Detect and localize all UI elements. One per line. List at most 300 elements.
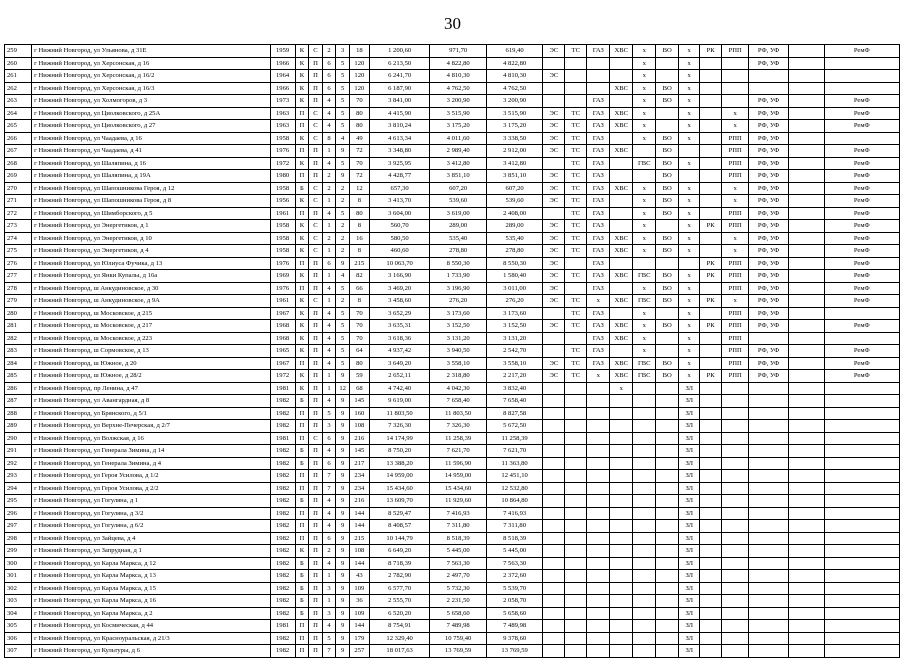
table-cell: П: [309, 70, 323, 83]
table-row: [5, 195, 900, 208]
table-cell: [610, 257, 633, 270]
table-cell: 12 329,40: [369, 632, 430, 645]
row-index-cell: 293: [5, 470, 32, 483]
table-cell: РемФ: [824, 170, 899, 183]
table-cell: РФ, УФ: [749, 182, 789, 195]
table-cell: 1982: [270, 507, 295, 520]
table-cell: [789, 395, 825, 408]
table-cell: [587, 420, 610, 433]
address-cell: г Нижний Новгород, ш Анкудиновское, д 9А: [32, 295, 270, 308]
table-cell: ВО: [656, 95, 679, 108]
address-cell: г Нижний Новгород, ул Карла Маркса, д 15: [32, 582, 270, 595]
table-cell: х: [679, 270, 700, 283]
table-cell: [610, 532, 633, 545]
table-cell: [722, 595, 749, 608]
table-cell: [610, 282, 633, 295]
table-cell: 2 497,70: [430, 570, 486, 583]
table-cell: ЗЛ: [679, 382, 700, 395]
table-cell: 4 428,77: [369, 170, 430, 183]
table-cell: 80: [349, 120, 369, 133]
table-cell: РФ, УФ: [749, 282, 789, 295]
row-index-cell: 259: [5, 45, 32, 58]
table-cell: [789, 57, 825, 70]
table-cell: 7 489,98: [486, 620, 542, 633]
table-cell: [633, 445, 656, 458]
table-cell: [587, 632, 610, 645]
address-cell: г Нижний Новгород, ш Южное, д 20: [32, 357, 270, 370]
table-cell: [543, 157, 565, 170]
table-cell: [722, 632, 749, 645]
table-cell: [824, 620, 899, 633]
table-cell: [749, 482, 789, 495]
table-cell: [789, 645, 825, 658]
table-cell: [722, 432, 749, 445]
table-cell: 1982: [270, 595, 295, 608]
table-cell: [565, 457, 587, 470]
table-cell: 80: [349, 107, 369, 120]
table-cell: [633, 470, 656, 483]
table-cell: ТС: [565, 295, 587, 308]
table-cell: ВО: [656, 132, 679, 145]
table-cell: х: [679, 132, 700, 145]
table-cell: 5 658,60: [486, 607, 542, 620]
table-cell: П: [309, 407, 323, 420]
table-cell: 5: [336, 357, 350, 370]
table-row: [5, 520, 900, 533]
table-cell: РК: [700, 257, 722, 270]
table-cell: П: [309, 582, 323, 595]
table-cell: [633, 495, 656, 508]
table-cell: 5 732,30: [430, 582, 486, 595]
table-row: [5, 570, 900, 583]
table-cell: [543, 545, 565, 558]
table-cell: ТС: [565, 345, 587, 358]
table-cell: РемФ: [824, 370, 899, 383]
table-cell: 3 131,20: [486, 332, 542, 345]
table-cell: 2 542,70: [486, 345, 542, 358]
address-cell: г Нижний Новгород, ул Ульянова, д 31Е: [32, 45, 270, 58]
table-cell: х: [722, 245, 749, 258]
table-cell: ЭС: [543, 320, 565, 333]
table-cell: [824, 607, 899, 620]
table-cell: ХВС: [610, 295, 633, 308]
row-index-cell: 279: [5, 295, 32, 308]
table-row: [5, 557, 900, 570]
table-cell: П: [295, 520, 309, 533]
table-cell: [824, 520, 899, 533]
table-cell: 1982: [270, 582, 295, 595]
table-cell: 9: [336, 407, 350, 420]
table-cell: 1968: [270, 320, 295, 333]
table-cell: 2 555,70: [369, 595, 430, 608]
table-cell: 4: [322, 557, 336, 570]
table-cell: [749, 457, 789, 470]
table-cell: 14 174,99: [369, 432, 430, 445]
table-cell: х: [633, 82, 656, 95]
table-cell: ГАЗ: [587, 132, 610, 145]
table-cell: 1981: [270, 620, 295, 633]
table-row: [5, 545, 900, 558]
address-cell: г Нижний Новгород, ул Энергетиков, д 10: [32, 232, 270, 245]
table-cell: 144: [349, 557, 369, 570]
address-cell: г Нижний Новгород, ул Чаадаева, д 16: [32, 132, 270, 145]
table-cell: [824, 595, 899, 608]
table-cell: [824, 432, 899, 445]
table-cell: 1: [322, 270, 336, 283]
table-cell: [543, 407, 565, 420]
table-cell: П: [295, 470, 309, 483]
table-cell: РК: [700, 370, 722, 383]
table-cell: [824, 382, 899, 395]
table-cell: 5: [336, 82, 350, 95]
table-cell: [700, 457, 722, 470]
address-cell: г Нижний Новгород, ул Карла Маркса, д 13: [32, 570, 270, 583]
table-cell: [543, 532, 565, 545]
table-cell: 7 658,40: [486, 395, 542, 408]
table-cell: 4 822,80: [430, 57, 486, 70]
table-cell: [722, 420, 749, 433]
table-cell: х: [633, 332, 656, 345]
table-cell: 8 408,57: [369, 520, 430, 533]
table-cell: [789, 307, 825, 320]
table-cell: [700, 245, 722, 258]
table-cell: ЗЛ: [679, 532, 700, 545]
table-cell: [656, 582, 679, 595]
table-cell: х: [633, 182, 656, 195]
table-cell: 1 580,40: [486, 270, 542, 283]
table-cell: 2: [336, 232, 350, 245]
table-cell: ЗЛ: [679, 470, 700, 483]
table-cell: ВО: [656, 145, 679, 158]
table-cell: 12: [336, 382, 350, 395]
row-index-cell: 286: [5, 382, 32, 395]
table-row: [5, 432, 900, 445]
table-cell: 607,20: [430, 182, 486, 195]
table-cell: ЭС: [543, 232, 565, 245]
table-row: [5, 595, 900, 608]
table-cell: П: [309, 170, 323, 183]
table-cell: [749, 607, 789, 620]
table-cell: [700, 282, 722, 295]
table-cell: П: [309, 357, 323, 370]
table-cell: К: [295, 332, 309, 345]
table-cell: [789, 157, 825, 170]
table-cell: [749, 382, 789, 395]
table-cell: 5 445,00: [430, 545, 486, 558]
table-cell: РемФ: [824, 95, 899, 108]
table-cell: РПП: [722, 132, 749, 145]
table-cell: 4: [322, 95, 336, 108]
table-cell: ЭС: [543, 220, 565, 233]
table-cell: [565, 82, 587, 95]
table-cell: [722, 570, 749, 583]
table-cell: 9: [336, 470, 350, 483]
table-cell: х: [679, 107, 700, 120]
table-cell: 3 515,90: [430, 107, 486, 120]
table-row: [5, 120, 900, 133]
table-cell: [565, 257, 587, 270]
table-cell: К: [295, 345, 309, 358]
table-cell: [656, 432, 679, 445]
table-cell: К: [295, 157, 309, 170]
table-cell: х: [633, 282, 656, 295]
table-cell: ГВС: [633, 157, 656, 170]
address-cell: г Нижний Новгород, ул Шаляпина, д 16: [32, 157, 270, 170]
row-index-cell: 283: [5, 345, 32, 358]
table-cell: [656, 332, 679, 345]
table-cell: 4: [322, 507, 336, 520]
table-cell: 8: [349, 220, 369, 233]
table-cell: 3 166,90: [369, 270, 430, 283]
table-cell: [587, 520, 610, 533]
table-cell: [633, 145, 656, 158]
table-cell: х: [722, 232, 749, 245]
table-cell: [543, 420, 565, 433]
table-cell: [700, 57, 722, 70]
table-cell: РФ, УФ: [749, 207, 789, 220]
table-cell: С: [309, 295, 323, 308]
address-cell: г Нижний Новгород, ул Карла Маркса, д 12: [32, 557, 270, 570]
table-cell: 49: [349, 132, 369, 145]
table-cell: [722, 495, 749, 508]
table-cell: 109: [349, 582, 369, 595]
table-cell: [789, 420, 825, 433]
address-cell: г Нижний Новгород, ул Херсонская, д 16: [32, 57, 270, 70]
table-cell: [610, 457, 633, 470]
table-cell: 1961: [270, 295, 295, 308]
table-cell: [610, 395, 633, 408]
table-cell: [749, 407, 789, 420]
table-cell: П: [309, 257, 323, 270]
address-cell: г Нижний Новгород, ул Шапошникова Героя, д 8: [32, 195, 270, 208]
table-cell: РФ, УФ: [749, 157, 789, 170]
table-cell: [543, 457, 565, 470]
address-cell: г Нижний Новгород, ул Гогуляна, д 3/2: [32, 507, 270, 520]
table-row: [5, 320, 900, 333]
table-cell: 9: [336, 557, 350, 570]
table-cell: х: [679, 332, 700, 345]
table-cell: 5: [336, 95, 350, 108]
table-cell: 8 750,20: [369, 445, 430, 458]
table-cell: [749, 495, 789, 508]
table-cell: 2 912,00: [486, 145, 542, 158]
table-cell: 7 489,98: [430, 620, 486, 633]
table-cell: 4: [336, 270, 350, 283]
table-cell: [587, 532, 610, 545]
table-row: [5, 382, 900, 395]
table-cell: [633, 620, 656, 633]
table-cell: х: [722, 195, 749, 208]
table-cell: РФ, УФ: [749, 220, 789, 233]
table-cell: 9 619,00: [369, 395, 430, 408]
table-cell: х: [679, 195, 700, 208]
table-cell: [749, 520, 789, 533]
table-cell: ТС: [565, 207, 587, 220]
table-cell: [565, 582, 587, 595]
table-cell: Б: [295, 495, 309, 508]
table-cell: 4: [322, 320, 336, 333]
table-cell: [700, 570, 722, 583]
table-cell: 12 532,80: [486, 482, 542, 495]
table-cell: [749, 432, 789, 445]
table-cell: 4: [322, 357, 336, 370]
table-cell: РК: [700, 320, 722, 333]
table-cell: 70: [349, 95, 369, 108]
table-cell: [824, 82, 899, 95]
table-cell: П: [295, 482, 309, 495]
row-index-cell: 290: [5, 432, 32, 445]
table-cell: [700, 382, 722, 395]
table-cell: 14 959,00: [430, 470, 486, 483]
table-cell: 4: [322, 282, 336, 295]
table-cell: [633, 482, 656, 495]
table-cell: [789, 532, 825, 545]
table-cell: П: [309, 282, 323, 295]
table-row: [5, 207, 900, 220]
table-cell: [656, 395, 679, 408]
table-cell: ТС: [565, 107, 587, 120]
table-row: [5, 457, 900, 470]
table-cell: [587, 495, 610, 508]
table-cell: 9: [336, 545, 350, 558]
row-index-cell: 268: [5, 157, 32, 170]
table-cell: РФ, УФ: [749, 195, 789, 208]
table-cell: РФ, УФ: [749, 107, 789, 120]
table-cell: 1 733,90: [430, 270, 486, 283]
table-cell: 3: [322, 420, 336, 433]
table-cell: ВО: [656, 282, 679, 295]
table-cell: [789, 232, 825, 245]
table-cell: ЗЛ: [679, 582, 700, 595]
table-cell: К: [295, 82, 309, 95]
table-cell: [565, 645, 587, 658]
table-cell: [610, 157, 633, 170]
table-cell: [543, 95, 565, 108]
table-cell: [749, 532, 789, 545]
table-cell: РемФ: [824, 270, 899, 283]
table-cell: [543, 395, 565, 408]
table-cell: ВО: [656, 195, 679, 208]
table-cell: Б: [295, 445, 309, 458]
table-cell: [543, 207, 565, 220]
table-cell: П: [295, 170, 309, 183]
table-cell: 3 558,10: [430, 357, 486, 370]
table-cell: [565, 507, 587, 520]
table-cell: [656, 620, 679, 633]
table-cell: 234: [349, 470, 369, 483]
address-cell: г Нижний Новгород, ул Верхне-Печерская, д 2/7: [32, 420, 270, 433]
table-row: [5, 507, 900, 520]
table-cell: [700, 207, 722, 220]
table-cell: 3 604,00: [369, 207, 430, 220]
table-cell: [749, 557, 789, 570]
table-cell: [656, 107, 679, 120]
address-cell: г Нижний Новгород, пр Ленина, д 47: [32, 382, 270, 395]
table-cell: 68: [349, 382, 369, 395]
table-cell: [543, 82, 565, 95]
table-cell: 4: [322, 157, 336, 170]
table-cell: 9 378,60: [486, 632, 542, 645]
table-cell: К: [295, 132, 309, 145]
table-cell: [789, 332, 825, 345]
table-cell: [656, 470, 679, 483]
table-cell: 144: [349, 507, 369, 520]
table-cell: ЗЛ: [679, 432, 700, 445]
row-index-cell: 265: [5, 120, 32, 133]
table-cell: 8 718,39: [369, 557, 430, 570]
table-cell: [587, 607, 610, 620]
table-cell: 2: [322, 232, 336, 245]
table-cell: [700, 507, 722, 520]
table-cell: [824, 632, 899, 645]
table-cell: П: [309, 420, 323, 433]
table-cell: [824, 582, 899, 595]
table-cell: [789, 407, 825, 420]
table-row: [5, 645, 900, 658]
table-row: [5, 257, 900, 270]
address-cell: г Нижний Новгород, ш Московское, д 223: [32, 332, 270, 345]
table-cell: 7 621,70: [430, 445, 486, 458]
table-cell: 1982: [270, 395, 295, 408]
table-cell: 1961: [270, 207, 295, 220]
table-cell: 120: [349, 70, 369, 83]
table-cell: ГАЗ: [587, 282, 610, 295]
table-cell: П: [309, 620, 323, 633]
table-cell: [633, 632, 656, 645]
table-cell: 13 388,20: [369, 457, 430, 470]
table-cell: ЭС: [543, 182, 565, 195]
table-cell: 1981: [270, 382, 295, 395]
table-cell: 8 550,30: [486, 257, 542, 270]
table-cell: 4: [322, 445, 336, 458]
table-cell: РФ, УФ: [749, 370, 789, 383]
table-cell: ГАЗ: [587, 95, 610, 108]
table-cell: ГАЗ: [587, 145, 610, 158]
table-cell: 1982: [270, 532, 295, 545]
table-cell: РФ, УФ: [749, 320, 789, 333]
table-cell: Б: [295, 582, 309, 595]
table-cell: 5: [336, 207, 350, 220]
table-cell: х: [679, 282, 700, 295]
table-cell: ХВС: [610, 82, 633, 95]
table-cell: ЗЛ: [679, 395, 700, 408]
table-cell: РФ, УФ: [749, 295, 789, 308]
table-cell: [587, 620, 610, 633]
table-cell: [700, 170, 722, 183]
table-row: [5, 370, 900, 383]
table-row: [5, 357, 900, 370]
table-cell: [565, 407, 587, 420]
table-cell: [789, 582, 825, 595]
table-cell: К: [295, 270, 309, 283]
table-cell: 2: [336, 182, 350, 195]
table-cell: 9: [336, 620, 350, 633]
table-cell: 1: [322, 570, 336, 583]
table-cell: 2: [336, 220, 350, 233]
table-cell: ГАЗ: [587, 245, 610, 258]
table-cell: ГВС: [633, 270, 656, 283]
table-cell: 9: [336, 257, 350, 270]
table-cell: 9: [336, 495, 350, 508]
table-cell: [587, 470, 610, 483]
table-cell: 3: [336, 45, 350, 58]
address-cell: г Нижний Новгород, ул Циолковского, д 27: [32, 120, 270, 133]
table-cell: ВО: [656, 370, 679, 383]
table-cell: ЗЛ: [679, 520, 700, 533]
table-cell: [587, 57, 610, 70]
table-cell: [789, 70, 825, 83]
table-cell: 1982: [270, 545, 295, 558]
